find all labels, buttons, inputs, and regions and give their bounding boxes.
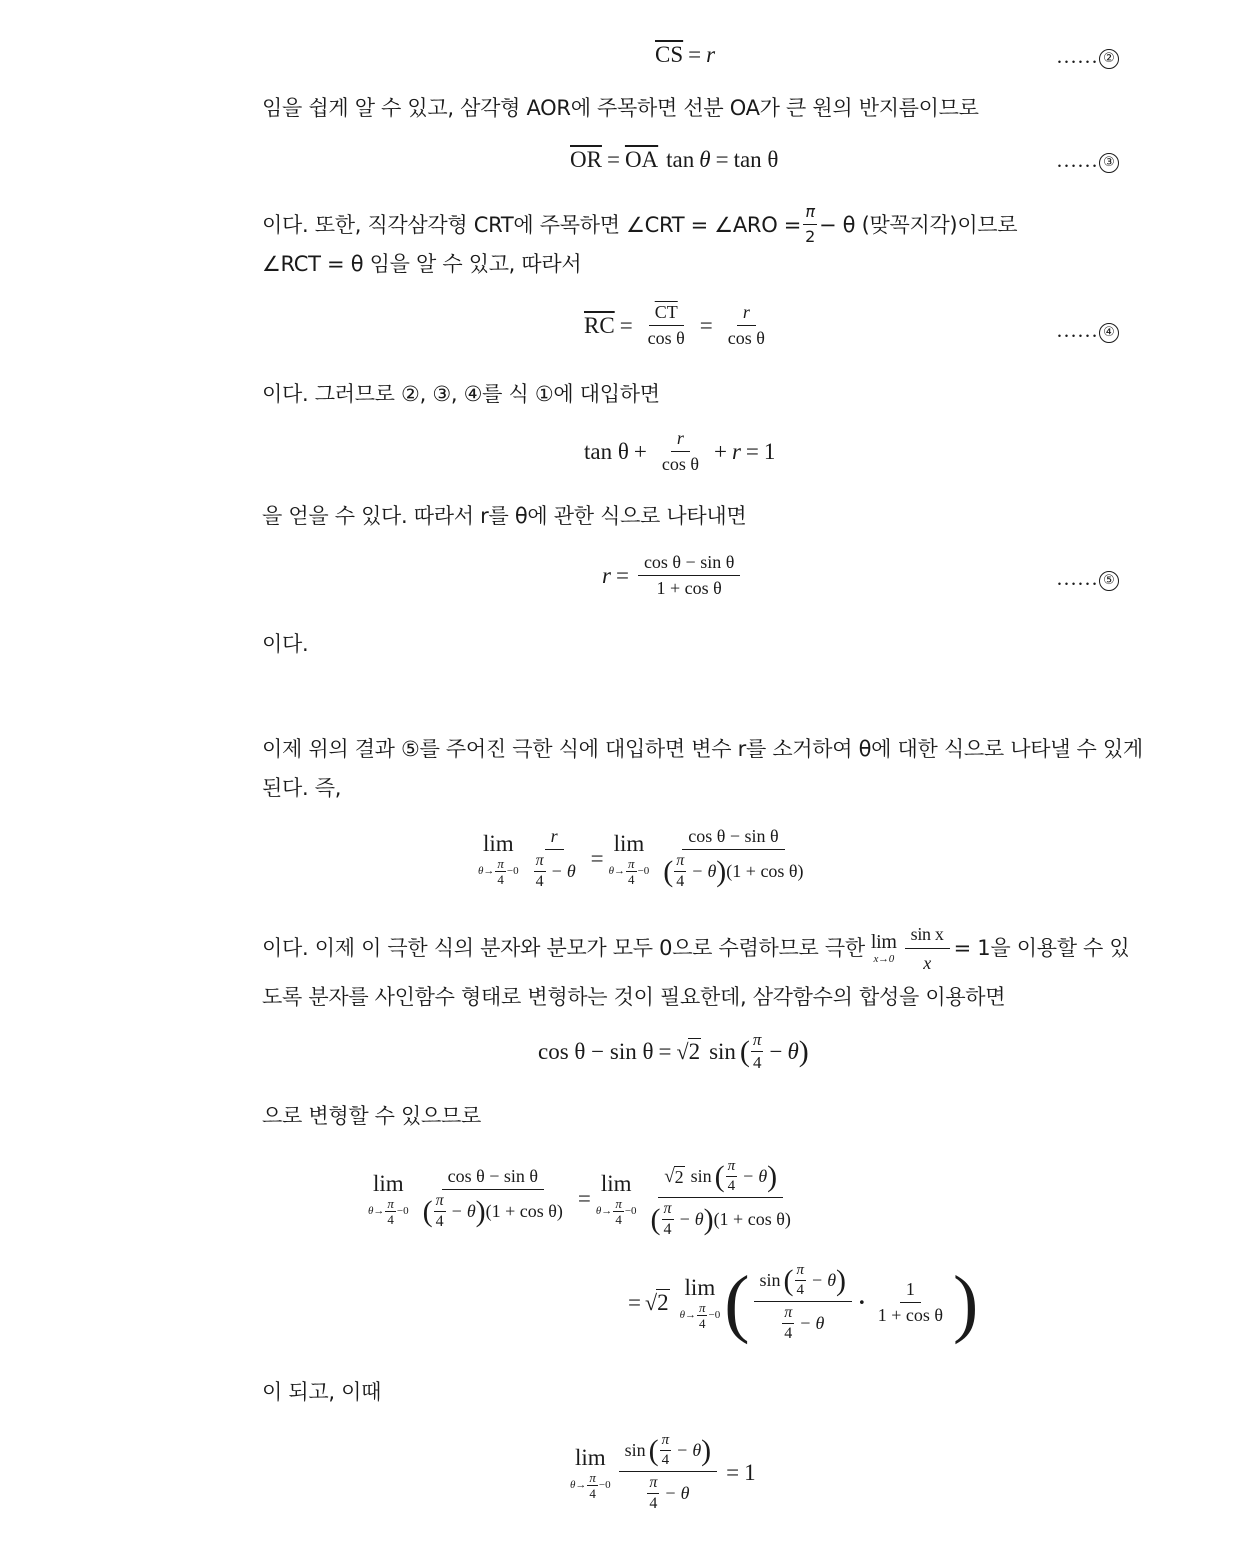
paragraph-8: 된다. 즉,	[262, 776, 342, 800]
paragraph-10: 도록 분자를 사인함수 형태로 변형하는 것이 필요한데, 삼각함수의 합성을 이용하면	[262, 985, 1006, 1009]
equation-tag-3: …… ③	[1056, 148, 1120, 173]
equation-cs-r: $\overline{CS}$ = r	[655, 42, 716, 67]
paragraph-11: 으로 변형할 수 있으므로	[262, 1104, 481, 1128]
paragraph-5: 을 얻을 수 있다. 따라서 r를 θ에 관한 식으로 나타내면	[262, 504, 747, 528]
paragraph-9: 이다. 이제 이 극한 식의 분자와 분모가 모두 0으로 수렴하므로 극한 lim x→0 $\frac{\text{sin x}}{x}$ = 1을 이용할 수 있	[262, 923, 1130, 973]
paragraph-3: ∠RCT = θ 임을 알 수 있고, 따라서	[262, 252, 582, 276]
equation-or-tan: $\overline{OR}$ = $\overline{OA}$ tan θ = tan θ	[570, 147, 779, 172]
equation-tag-2: …… ②	[1056, 44, 1120, 69]
equation-limit-line-2: = √ 2 lim θ→ $\frac{\pi}{4}$ −0 ( sin ( $\frac{\pi}{4}$ − θ ) $\frac{\pi}{4}$ − θ · $\frac{1}{\text{1 + cos θ}}$ )	[628, 1260, 979, 1345]
paragraph-4: 이다. 그러므로 ②, ③, ④를 식 ①에 대입하면	[262, 382, 660, 406]
equation-final-limit: lim θ→ $\frac{\pi}{4}$ −0 sin ( $\frac{\pi}{4}$ − θ ) $\frac{\pi}{4}$ − θ = 1	[570, 1432, 756, 1512]
paragraph-7: 이제 위의 결과 ⑤를 주어진 극한 식에 대입하면 변수 r를 소거하여 θ에 대한 식으로 나타낼 수 있게	[262, 737, 1143, 761]
paragraph-12: 이 되고, 이때	[262, 1380, 382, 1404]
pi-over-2: $\frac{\pi}{2}$	[805, 202, 815, 246]
paragraph-6: 이다.	[262, 632, 309, 656]
equation-synthesis: cos θ − sin θ = √ 2 sin ( $\frac{\pi}{4}$ − θ )	[538, 1030, 809, 1072]
paragraph-2: 이다. 또한, 직각삼각형 CRT에 주목하면 ∠CRT = ∠ARO = $\frac{\pi}{2}$ − θ (맞꼭지각)이므로	[262, 200, 1122, 249]
equation-tag-5: …… ⑤	[1056, 566, 1120, 591]
paragraph-1: 임을 쉽게 알 수 있고, 삼각형 AOR에 주목하면 선분 OA가 큰 원의 반지름이므로	[262, 96, 979, 120]
equation-tag-4: …… ④	[1056, 318, 1120, 343]
equation-r: r = $\frac{\text{cos θ − sin θ}}{\text{1 + cos θ}}$	[602, 552, 744, 599]
equation-limit-substitution: lim θ→ $\frac{\pi}{4}$ −0 r $\frac{\pi}{4}$ − θ = lim θ→ $\frac{\pi}{4}$ −0 cos θ − sin θ ( $\frac{\pi}{4}$ − θ ) (1 + cos θ)	[478, 826, 804, 890]
equation-limit-line-1: lim θ→ $\frac{\pi}{4}$ −0 cos θ − sin θ ( $\frac{\pi}{4}$ − θ ) (1 + cos θ) = lim θ→ $\frac{\pi}{4}$ −0 √ 2 sin ( $\frac{\pi}{4}$ − θ ) ( $\frac{\pi}{4}$ − θ ) (1 + cos θ)	[368, 1158, 791, 1238]
segment-cs: $\overline{CS}$	[655, 42, 684, 67]
equation-rc: $\overline{RC}$ = $\frac{\overline{CT}}{\text{cos θ}}$ = $\frac{r}{\text{cos θ}}$	[584, 302, 765, 348]
equation-sum: tan θ + $\frac{r}{\text{cos θ}}$ + r = 1	[584, 428, 776, 474]
